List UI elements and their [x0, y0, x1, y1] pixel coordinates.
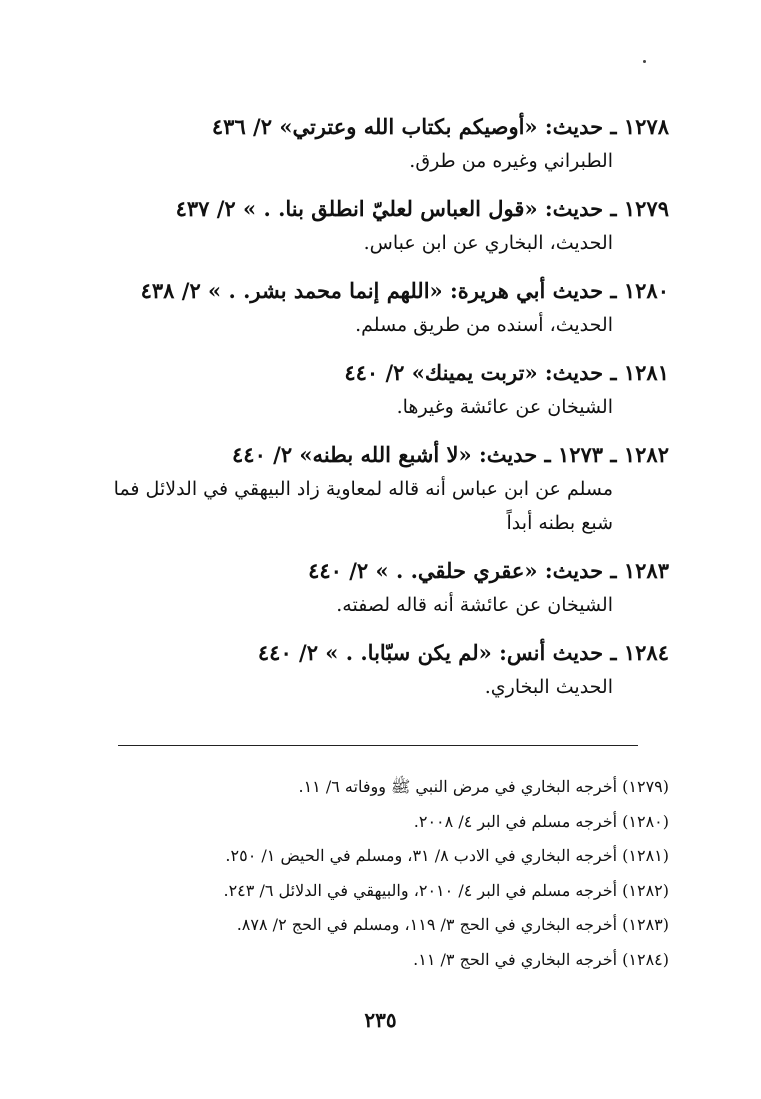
hadith-heading: ١٢٨١ ـ حديث: «تربت يمينك» ٢/ ٤٤٠ — [344, 360, 669, 385]
hadith-entry — [79, 554, 669, 622]
hadith-source: الشيخان عن عائشة أنه قاله لصفته. — [336, 594, 613, 616]
footnote: (١٢٨٤) أخرجه البخاري في الحج ٣/ ١١. — [413, 949, 669, 969]
hadith-entry — [79, 192, 669, 260]
footnote: (١٢٨٢) أخرجه مسلم في البر ٤/ ٢٠١٠، والبيهقي في الدلائل ٦/ ٢٤٣. — [223, 880, 669, 900]
hadith-source: الطبراني وغيره من طرق. — [409, 150, 613, 172]
hadith-source: الشيخان عن عائشة وغيرها. — [396, 396, 613, 418]
hadith-source: الحديث، البخاري عن ابن عباس. — [363, 232, 613, 254]
hadith-heading: ١٢٨٠ ـ حديث أبي هريرة: «اللهم إنما محمد بشر. . » ٢/ ٤٣٨ — [140, 278, 669, 303]
footnotes — [109, 770, 669, 977]
hadith-heading: ١٢٨٢ ـ ١٢٧٣ ـ حديث: «لا أشبع الله بطنه» ٢/ ٤٤٠ — [232, 442, 669, 467]
footnote-divider — [118, 745, 638, 746]
hadith-entry — [79, 356, 669, 424]
footnote: (١٢٨٣) أخرجه البخاري في الحج ٣/ ١١٩، ومسلم في الحج ٢/ ٨٧٨. — [236, 915, 669, 934]
footnote: (١٢٨١) أخرجه البخاري في الادب ٨/ ٣١، ومسلم في الحيض ١/ ٢٥٠. — [225, 846, 669, 865]
hadith-source: الحديث البخاري. — [484, 676, 613, 698]
footnote: (١٢٧٩) أخرجه البخاري في مرض النبي ﷺ ووفاته ٦/ ١١. — [298, 777, 669, 796]
hadith-entries — [79, 110, 669, 718]
hadith-entry — [79, 636, 669, 704]
hadith-heading: ١٢٨٤ ـ حديث أنس: «لم يكن سبّابا. . » ٢/ ٤٤٠ — [257, 640, 669, 665]
page-number: ٢٣٥ — [364, 1008, 397, 1032]
hadith-heading: ١٢٧٨ ـ حديث: «أوصيكم بكتاب الله وعترتي» ٢/ ٤٣٦ — [211, 114, 669, 139]
footnote: (١٢٨٠) أخرجه مسلم في البر ٤/ ٢٠٠٨. — [413, 811, 669, 831]
hadith-heading: ١٢٧٩ ـ حديث: «قول العباس لعليّ انطلق بنا. . » ٢/ ٤٣٧ — [175, 196, 669, 221]
hadith-heading: ١٢٨٣ ـ حديث: «عقري حلقي. . » ٢/ ٤٤٠ — [308, 558, 669, 583]
hadith-source: الحديث، أسنده من طريق مسلم. — [355, 314, 613, 336]
hadith-source: مسلم عن ابن عباس أنه قاله لمعاوية زاد البيهقي في الدلائل فما شبع بطنه أبداً — [113, 478, 613, 534]
page-speck — [643, 60, 646, 63]
hadith-entry — [79, 274, 669, 342]
hadith-entry — [79, 110, 669, 178]
hadith-entry — [79, 438, 669, 540]
